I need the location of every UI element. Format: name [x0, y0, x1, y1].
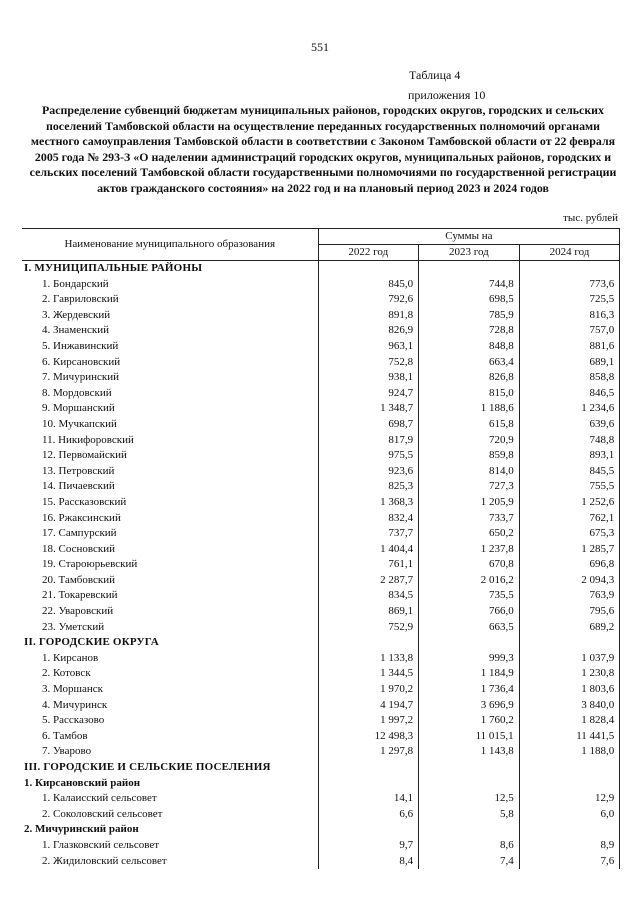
- value-2023: 7,4: [419, 854, 520, 870]
- value-2023: 11 015,1: [419, 729, 520, 745]
- value-2024: [519, 635, 620, 651]
- value-2023: 663,4: [419, 355, 520, 371]
- value-2022: [318, 261, 419, 277]
- value-2022: 845,0: [318, 277, 419, 293]
- value-2022: 923,6: [318, 464, 419, 480]
- value-2024: 755,5: [519, 479, 620, 495]
- row-name: 5. Рассказово: [42, 714, 105, 727]
- section-title: III. ГОРОДСКИЕ И СЕЛЬСКИЕ ПОСЕЛЕНИЯ: [24, 761, 271, 773]
- table-row: [22, 588, 620, 604]
- value-2023: 785,9: [419, 308, 520, 324]
- value-2024: 816,3: [519, 308, 620, 324]
- value-2022: 1 348,7: [318, 401, 419, 417]
- value-2023: 2 016,2: [419, 573, 520, 589]
- value-2022: [318, 635, 419, 651]
- value-2023: 766,0: [419, 604, 520, 620]
- section-header-row: [22, 635, 620, 651]
- row-name: 2. Соколовский сельсовет: [42, 807, 163, 820]
- value-2023: [419, 822, 520, 838]
- value-2024: 2 094,3: [519, 573, 620, 589]
- value-2024: [519, 776, 620, 792]
- value-2022: 4 194,7: [318, 698, 419, 714]
- table-row: [22, 729, 620, 745]
- column-header-name: Наименование муниципального образования: [22, 229, 318, 261]
- value-2024: 689,2: [519, 620, 620, 636]
- value-2022: [318, 822, 419, 838]
- section-title: II. ГОРОДСКИЕ ОКРУГА: [24, 636, 159, 649]
- table-row: [22, 308, 620, 324]
- table-row: [22, 323, 620, 339]
- value-2023: 735,5: [419, 588, 520, 604]
- row-name: 6. Тамбов: [42, 729, 88, 742]
- value-2024: 1 037,9: [519, 651, 620, 667]
- subsection-header-row: [22, 776, 620, 792]
- value-2022: 825,3: [318, 479, 419, 495]
- value-2024: 7,6: [519, 854, 620, 870]
- section-title: I. МУНИЦИПАЛЬНЫЕ РАЙОНЫ: [24, 262, 203, 274]
- value-2023: 744,8: [419, 277, 520, 293]
- value-2024: 1 188,0: [519, 744, 620, 760]
- value-2022: 834,5: [318, 588, 419, 604]
- row-name: 5. Инжавинский: [42, 339, 119, 352]
- value-2023: 1 205,9: [419, 495, 520, 511]
- table-row: [22, 542, 620, 558]
- section-header-row: [22, 261, 620, 277]
- value-2022: 1 133,8: [318, 651, 419, 667]
- table-label: Таблица 4: [409, 68, 461, 82]
- row-name: 8. Мордовский: [42, 386, 112, 399]
- value-2024: 11 441,5: [519, 729, 620, 745]
- value-2023: 815,0: [419, 386, 520, 402]
- value-2022: 869,1: [318, 604, 419, 620]
- value-2024: 725,5: [519, 292, 620, 308]
- value-2023: 615,8: [419, 417, 520, 433]
- table-row: [22, 854, 620, 870]
- row-name: 14. Пичаевский: [42, 480, 115, 493]
- value-2023: [419, 760, 520, 776]
- value-2023: 1 760,2: [419, 713, 520, 729]
- value-2024: 1 285,7: [519, 542, 620, 558]
- row-name: 22. Уваровский: [42, 605, 114, 618]
- value-2023: 814,0: [419, 464, 520, 480]
- value-2022: 832,4: [318, 511, 419, 527]
- value-2022: 6,6: [318, 807, 419, 823]
- section-title: 1. Кирсановский район: [24, 776, 141, 789]
- table-row: [22, 495, 620, 511]
- row-name: 1. Бондарский: [42, 277, 109, 290]
- value-2024: 1 803,6: [519, 682, 620, 698]
- subsection-header-row: [22, 822, 620, 838]
- value-2022: 938,1: [318, 370, 419, 386]
- row-name: 18. Сосновский: [42, 542, 116, 555]
- value-2023: 848,8: [419, 339, 520, 355]
- value-2023: 1 143,8: [419, 744, 520, 760]
- value-2023: 720,9: [419, 433, 520, 449]
- value-2023: [419, 635, 520, 651]
- value-2022: 963,1: [318, 339, 419, 355]
- column-header-2023: 2023 год: [419, 245, 520, 261]
- value-2023: 727,3: [419, 479, 520, 495]
- table-row: [22, 292, 620, 308]
- table-row: [22, 557, 620, 573]
- value-2022: 14,1: [318, 791, 419, 807]
- table-row: [22, 479, 620, 495]
- value-2024: 773,6: [519, 277, 620, 293]
- value-2022: 752,8: [318, 355, 419, 371]
- table-row: [22, 744, 620, 760]
- value-2023: 1 736,4: [419, 682, 520, 698]
- table-row: [22, 573, 620, 589]
- value-2024: 12,9: [519, 791, 620, 807]
- value-2023: 1 237,8: [419, 542, 520, 558]
- table-row: [22, 807, 620, 823]
- row-name: 7. Уварово: [42, 745, 92, 758]
- value-2024: 893,1: [519, 448, 620, 464]
- row-name: 13. Петровский: [42, 464, 115, 477]
- row-name: 6. Кирсановский: [42, 355, 121, 368]
- value-2024: 881,6: [519, 339, 620, 355]
- row-name: 11. Никифоровский: [42, 433, 134, 446]
- value-2024: 1 230,8: [519, 666, 620, 682]
- units-label: тыс. рублей: [563, 212, 618, 224]
- value-2022: 975,5: [318, 448, 419, 464]
- table-row: [22, 651, 620, 667]
- row-name: 3. Жердевский: [42, 308, 111, 321]
- value-2024: 757,0: [519, 323, 620, 339]
- row-name: 4. Мичуринск: [42, 698, 108, 711]
- value-2022: 9,7: [318, 838, 419, 854]
- table-row: [22, 682, 620, 698]
- table-row: [22, 277, 620, 293]
- value-2023: 826,8: [419, 370, 520, 386]
- row-name: 3. Моршанск: [42, 683, 103, 696]
- row-name: 1. Кирсанов: [42, 651, 99, 664]
- row-name: 10. Мучкапский: [42, 417, 117, 430]
- value-2023: 859,8: [419, 448, 520, 464]
- table-row: [22, 838, 620, 854]
- value-2022: 752,9: [318, 620, 419, 636]
- table-row: [22, 386, 620, 402]
- value-2022: [318, 760, 419, 776]
- value-2023: 3 696,9: [419, 698, 520, 714]
- row-name: 2. Жидиловский сельсовет: [42, 854, 167, 867]
- table-body: [22, 261, 620, 870]
- value-2022: 2 287,7: [318, 573, 419, 589]
- table-row: [22, 698, 620, 714]
- table-row: [22, 666, 620, 682]
- section-header-row: [22, 760, 620, 776]
- value-2024: 8,9: [519, 838, 620, 854]
- value-2024: [519, 822, 620, 838]
- page-number: 551: [311, 40, 329, 54]
- value-2023: 728,8: [419, 323, 520, 339]
- table-row: [22, 511, 620, 527]
- row-name: 4. Знаменский: [42, 324, 110, 337]
- value-2022: 891,8: [318, 308, 419, 324]
- table-row: [22, 791, 620, 807]
- value-2023: [419, 776, 520, 792]
- row-name: 21. Токаревский: [42, 589, 118, 602]
- value-2024: [519, 261, 620, 277]
- table-row: [22, 355, 620, 371]
- value-2022: 1 344,5: [318, 666, 419, 682]
- value-2022: 924,7: [318, 386, 419, 402]
- value-2022: 1 970,2: [318, 682, 419, 698]
- value-2022: 761,1: [318, 557, 419, 573]
- table-row: [22, 339, 620, 355]
- value-2024: 795,6: [519, 604, 620, 620]
- value-2023: 1 188,6: [419, 401, 520, 417]
- value-2023: 12,5: [419, 791, 520, 807]
- value-2024: 762,1: [519, 511, 620, 527]
- table-row: [22, 370, 620, 386]
- row-name: 20. Тамбовский: [42, 573, 116, 586]
- appendix-label: приложения 10: [408, 88, 486, 102]
- row-name: 16. Ржаксинский: [42, 511, 121, 524]
- value-2022: 826,9: [318, 323, 419, 339]
- row-name: 19. Староюрьевский: [42, 558, 138, 571]
- value-2022: 1 368,3: [318, 495, 419, 511]
- value-2023: 5,8: [419, 807, 520, 823]
- row-name: 23. Уметский: [42, 620, 105, 633]
- value-2022: 792,6: [318, 292, 419, 308]
- table-row: [22, 464, 620, 480]
- value-2023: 663,5: [419, 620, 520, 636]
- value-2022: 817,9: [318, 433, 419, 449]
- value-2023: 733,7: [419, 511, 520, 527]
- document-title: Распределение субвенций бюджетам муниципальных районов, городских округов, городских и сельских поселений Тамбовской области на осуществление переданных государственных полномочий органами местного самоуправления Тамбовской области в соответствии с Законом Тамбовской области от 22 февраля 2005 года № 293-З «О наделении администраций городских округов, муниципальных районов, городских и сельских поселений Тамбовской области государственными полномочиями по государственной регистрации актов гражданского состояния» на 2022 год и на плановый период 2023 и 2024 годов: [29, 103, 617, 195]
- value-2022: 1 404,4: [318, 542, 419, 558]
- subventions-table: [22, 228, 620, 869]
- value-2024: 696,8: [519, 557, 620, 573]
- value-2022: 1 997,2: [318, 713, 419, 729]
- row-name: 9. Моршанский: [42, 402, 115, 415]
- row-name: 1. Калаисский сельсовет: [42, 792, 157, 805]
- table-row: [22, 401, 620, 417]
- row-name: 2. Гавриловский: [42, 293, 119, 306]
- value-2024: 1 252,6: [519, 495, 620, 511]
- table-row: [22, 713, 620, 729]
- table-row: [22, 448, 620, 464]
- row-name: 1. Глазковский сельсовет: [42, 838, 160, 851]
- value-2022: 12 498,3: [318, 729, 419, 745]
- value-2023: 1 184,9: [419, 666, 520, 682]
- value-2024: 763,9: [519, 588, 620, 604]
- table-row: [22, 604, 620, 620]
- value-2023: 650,2: [419, 526, 520, 542]
- table-row: [22, 526, 620, 542]
- value-2024: 639,6: [519, 417, 620, 433]
- value-2024: 1 828,4: [519, 713, 620, 729]
- row-name: 7. Мичуринский: [42, 371, 119, 384]
- value-2023: [419, 261, 520, 277]
- value-2022: [318, 776, 419, 792]
- section-title: 2. Мичуринский район: [24, 823, 139, 836]
- table-row: [22, 620, 620, 636]
- value-2024: 675,3: [519, 526, 620, 542]
- value-2024: 3 840,0: [519, 698, 620, 714]
- value-2022: 737,7: [318, 526, 419, 542]
- value-2022: 8,4: [318, 854, 419, 870]
- row-name: 15. Рассказовский: [42, 495, 127, 508]
- value-2023: 8,6: [419, 838, 520, 854]
- value-2022: 1 297,8: [318, 744, 419, 760]
- value-2024: [519, 760, 620, 776]
- value-2024: 748,8: [519, 433, 620, 449]
- row-name: 2. Котовск: [42, 667, 91, 680]
- table-row: [22, 417, 620, 433]
- table-row: [22, 433, 620, 449]
- value-2023: 999,3: [419, 651, 520, 667]
- value-2023: 670,8: [419, 557, 520, 573]
- value-2022: 698,7: [318, 417, 419, 433]
- value-2024: 846,5: [519, 386, 620, 402]
- value-2024: 1 234,6: [519, 401, 620, 417]
- column-header-sums: Суммы на: [318, 229, 620, 245]
- value-2023: 698,5: [419, 292, 520, 308]
- value-2024: 689,1: [519, 355, 620, 371]
- value-2024: 858,8: [519, 370, 620, 386]
- row-name: 17. Сампурский: [42, 527, 117, 540]
- value-2024: 845,5: [519, 464, 620, 480]
- row-name: 12. Первомайский: [42, 449, 127, 462]
- column-header-2024: 2024 год: [519, 245, 620, 261]
- column-header-2022: 2022 год: [318, 245, 419, 261]
- value-2024: 6,0: [519, 807, 620, 823]
